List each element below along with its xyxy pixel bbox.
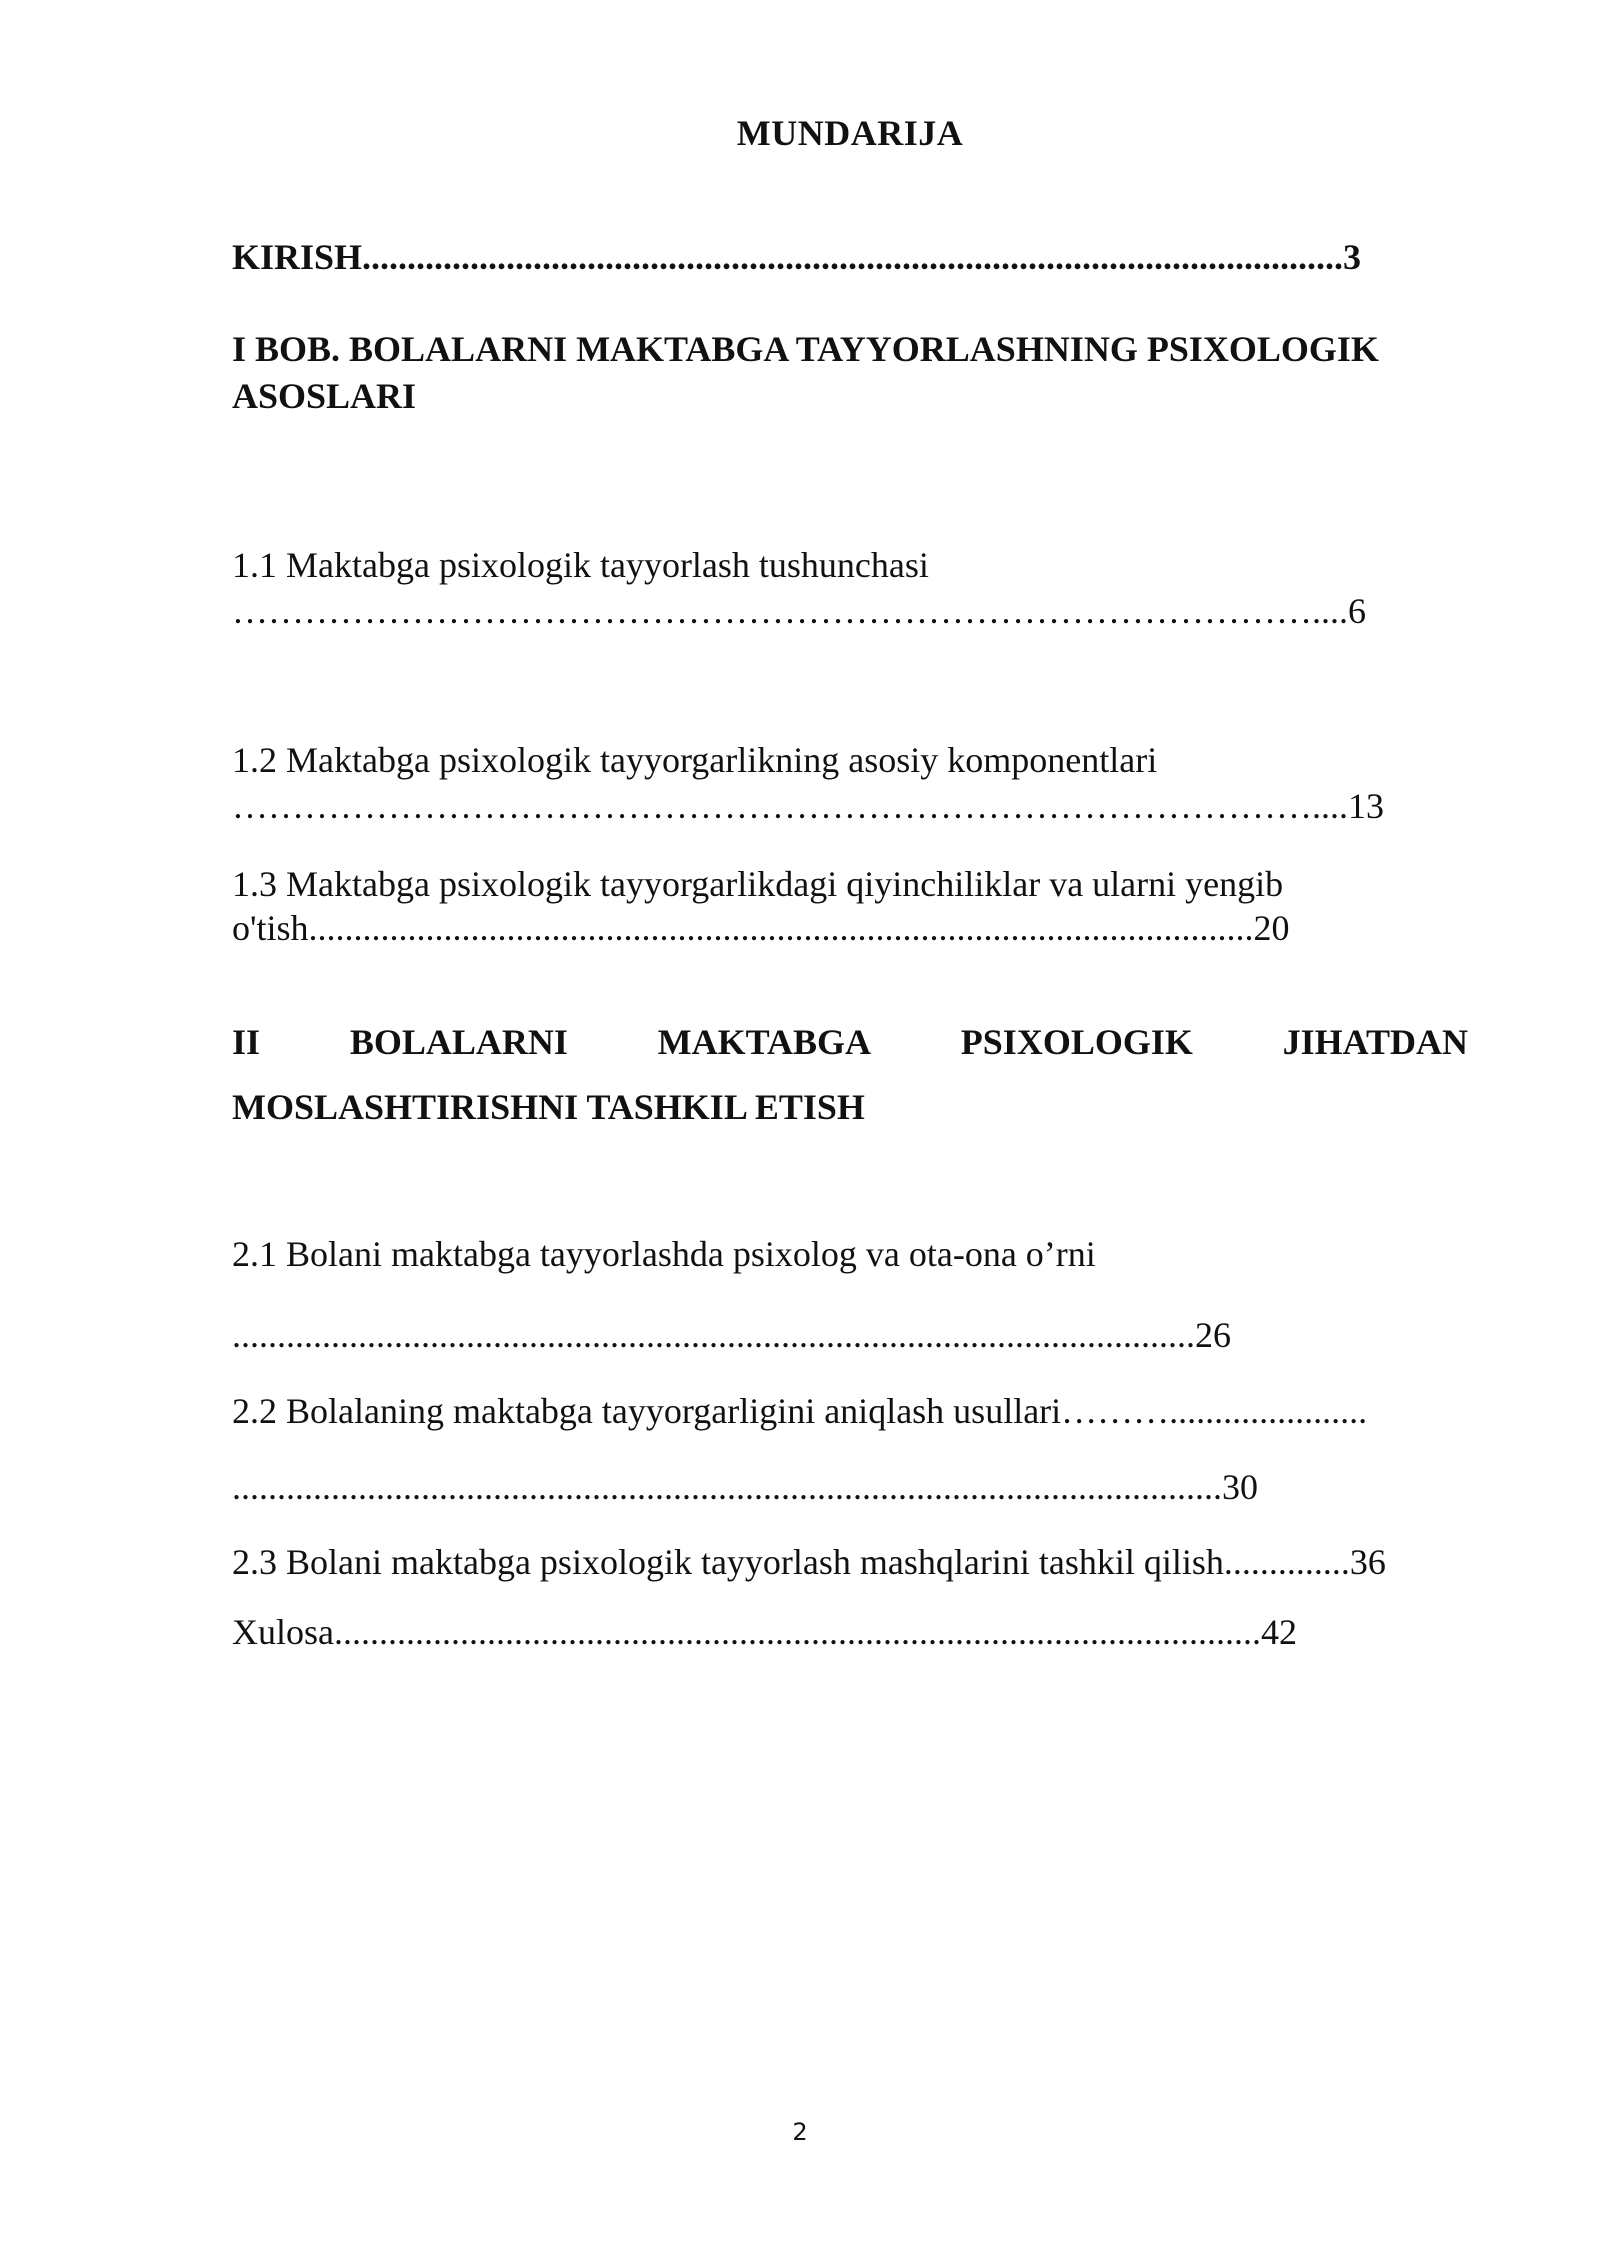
toc-chapter1-line1: I BOB. BOLALARNI MAKTABGA TAYYORLASHNING PSIXOLOGIK — [232, 329, 1379, 369]
toc-section-2-1-leader: ...........................................................................................................26 — [232, 1315, 1231, 1355]
toc-section-1-2-title: 1.2 Maktabga psixologik tayyorgarlikning asosiy komponentlari — [232, 740, 1158, 780]
toc-heading: MUNDARIJA — [736, 113, 964, 153]
page-number: 2 — [792, 2118, 808, 2146]
toc-section-1-3-line1: 1.3 Maktabga psixologik tayyorgarlikdagi qiyinchiliklar va ularni yengib — [232, 864, 1284, 904]
toc-section-1-3-line2: o'tish.........................................................................................................20 — [232, 908, 1290, 948]
toc-section-2-2-title: 2.2 Bolalaning maktabga tayyorgarligini aniqlash usullari………...................... — [232, 1391, 1368, 1431]
chapter2-word: JIHATDAN — [1282, 1022, 1468, 1062]
toc-section-2-3: 2.3 Bolani maktabga psixologik tayyorlash mashqlarini tashkil qilish..............36 — [232, 1542, 1386, 1582]
toc-section-2-2-leader: ..............................................................................................................30 — [232, 1467, 1258, 1507]
toc-section-1-2-leader: ………………………………………………………………………………....13 — [232, 786, 1384, 826]
chapter2-word: MAKTABGA — [657, 1022, 871, 1062]
toc-chapter2-line2: MOSLASHTIRISHNI TASHKIL ETISH — [232, 1087, 865, 1127]
toc-section-1-1-leader: ………………………………………………………………………………....6 — [232, 591, 1366, 631]
chapter2-word: II — [232, 1022, 261, 1062]
toc-chapter2-line1 — [232, 1020, 1468, 1064]
toc-entry-xulosa: Xulosa.......................................................................................................42 — [232, 1612, 1297, 1652]
toc-chapter1-line2: ASOSLARI — [232, 376, 417, 416]
toc-section-1-1-title: 1.1 Maktabga psixologik tayyorlash tushunchasi — [232, 545, 929, 585]
toc-section-2-1-title: 2.1 Bolani maktabga tayyorlashda psixolog va ota-ona o’rni — [232, 1234, 1096, 1274]
chapter2-word: BOLALARNI — [349, 1022, 568, 1062]
chapter2-word: PSIXOLOGIK — [960, 1022, 1193, 1062]
toc-entry-kirish: KIRISH.............................................................................................................3 — [232, 237, 1362, 277]
